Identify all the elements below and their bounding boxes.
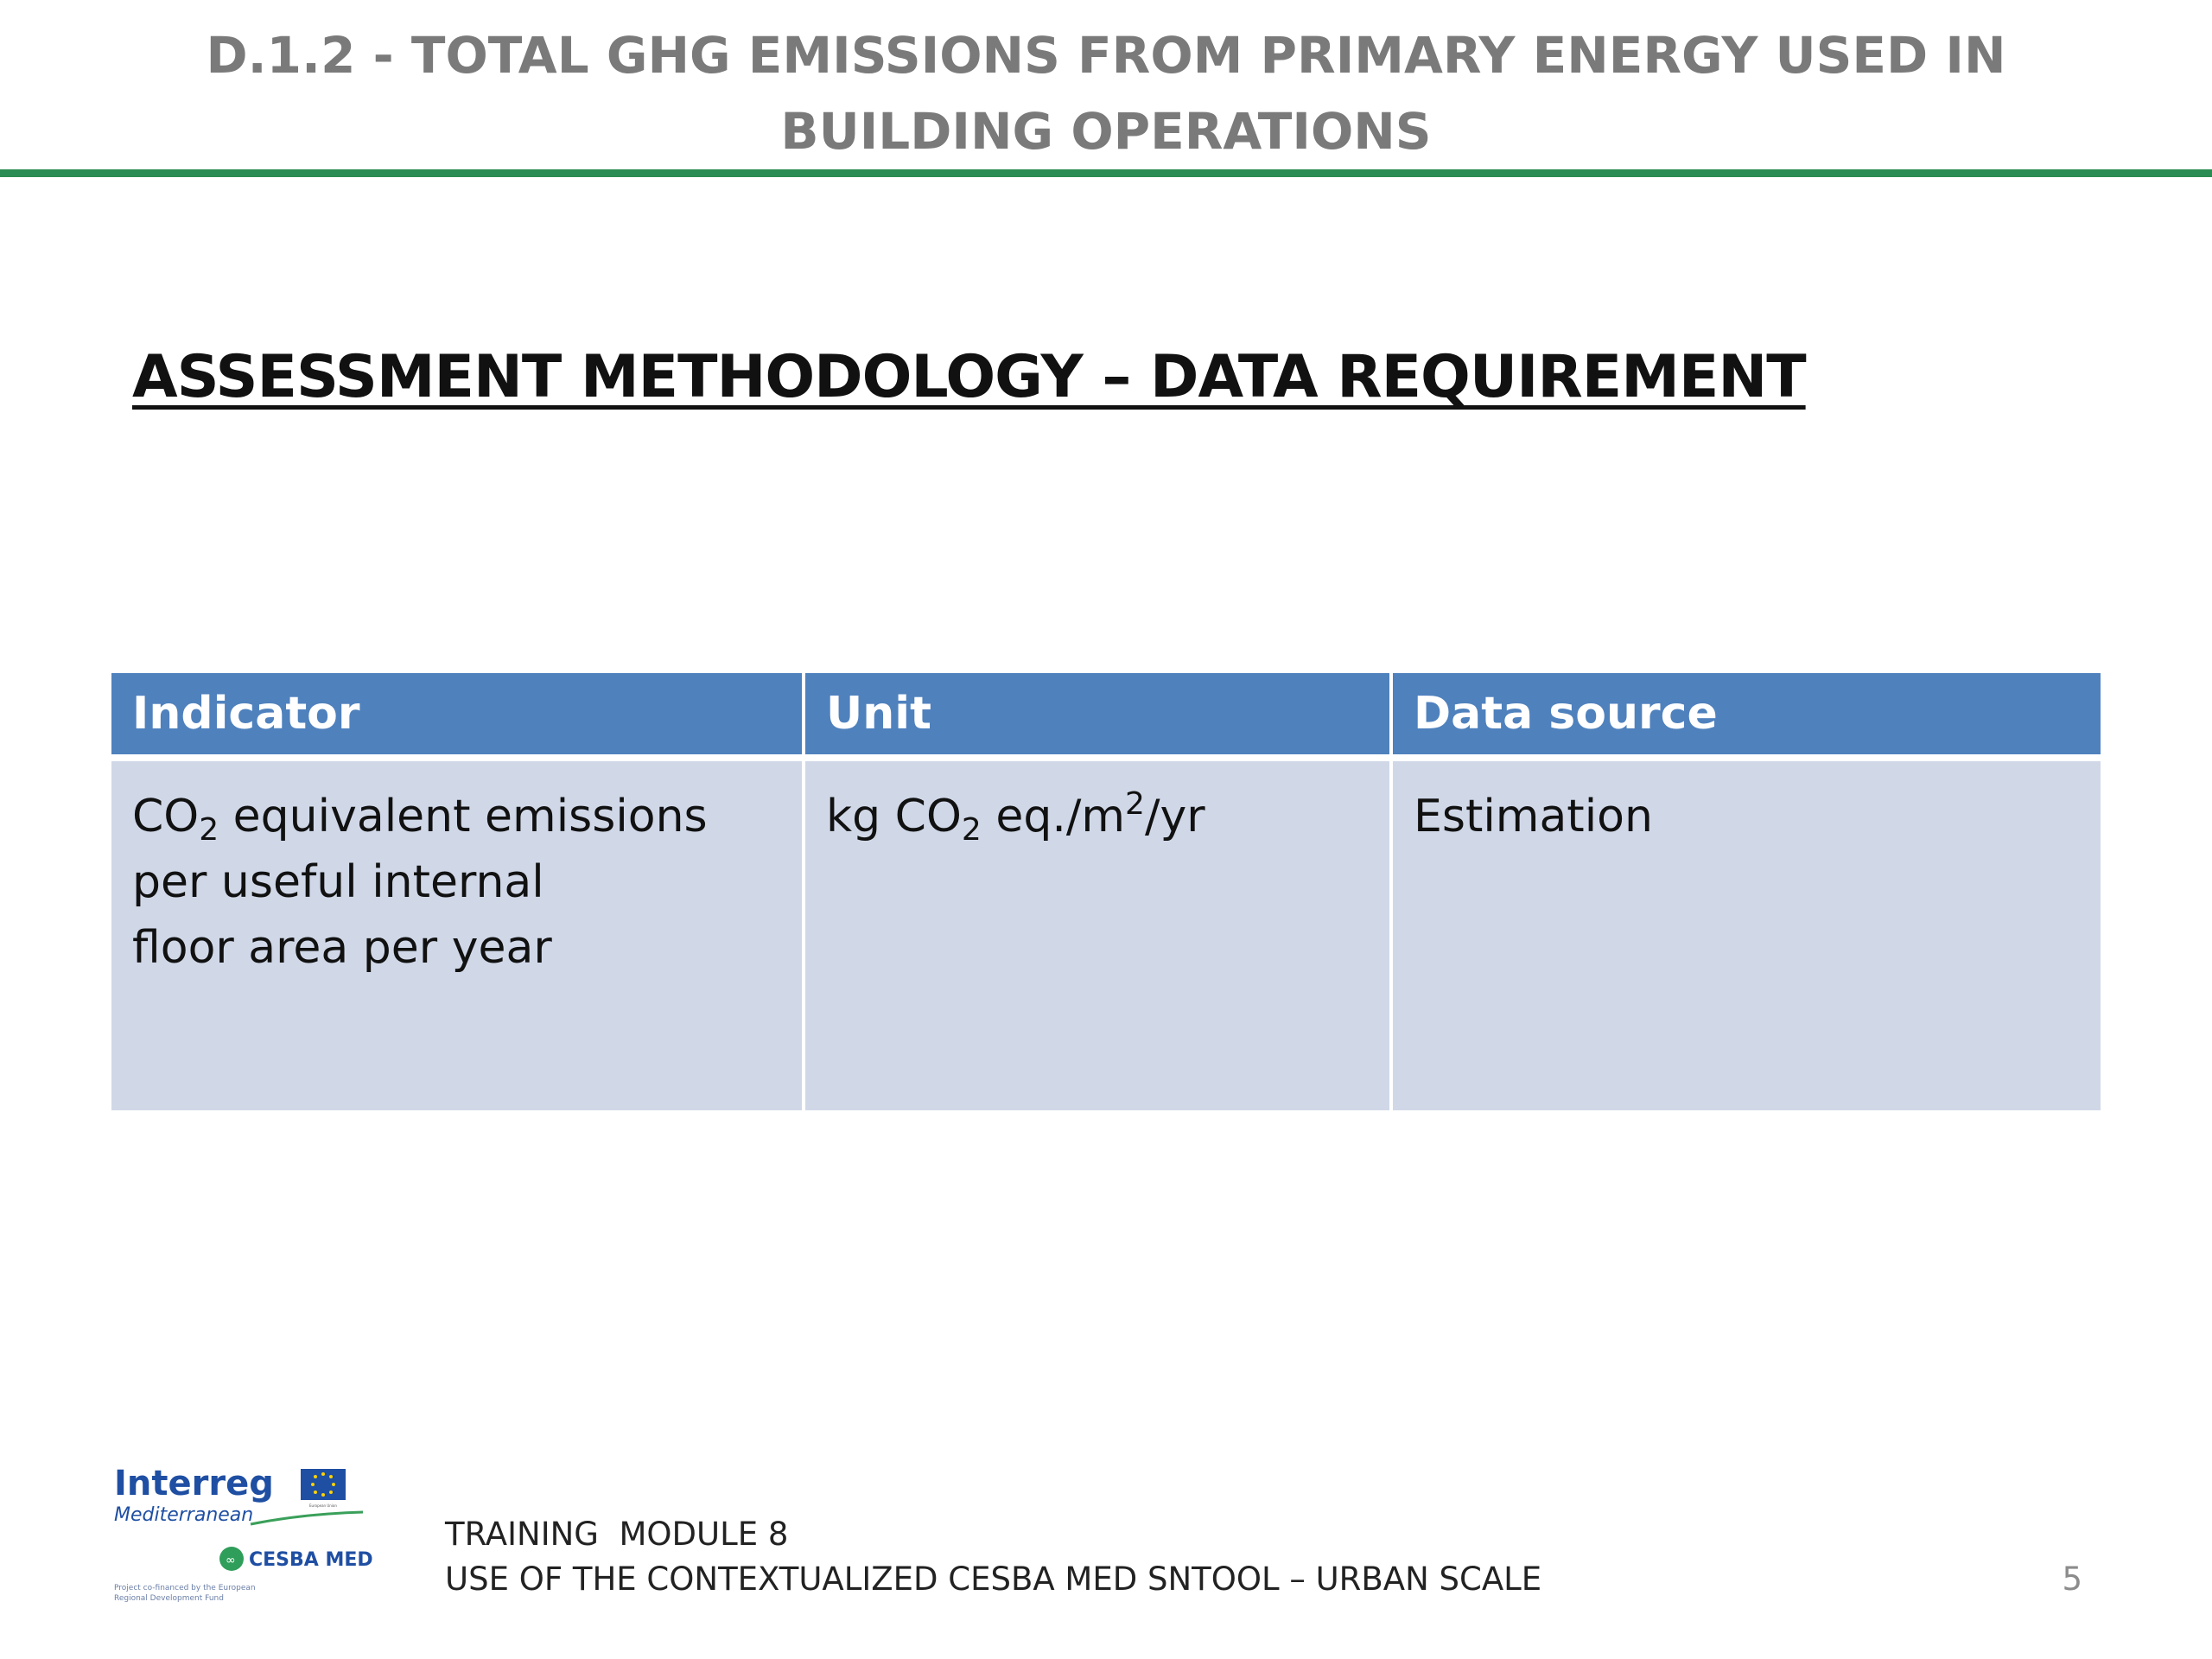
unit-suffix: /yr [1144,791,1205,842]
header-indicator: Indicator [111,673,804,758]
slide-title: D.1.2 - TOTAL GHG EMISSIONS FROM PRIMARY ENERGY USED IN BUILDING OPERATIONS [206,26,2006,161]
indicator-co-text: CO [132,791,200,842]
table-header-row [111,673,2101,758]
footer-line-2: USE OF THE CONTEXTUALIZED CESBA MED SNTOOL – URBAN SCALE [445,1560,1542,1598]
indicator-subscript: 2 [199,812,219,848]
interreg-cesba-med-logo [112,1462,389,1613]
unit-prefix: kg CO [826,791,962,842]
header-data-source: Data source [1391,673,2101,758]
logo-interreg-text: Interreg [114,1464,274,1503]
cell-indicator [111,758,804,1110]
data-requirement-table [111,673,2101,1110]
indicator-line1-text: equivalent emissions [219,791,708,842]
svg-text:∞: ∞ [226,1554,236,1567]
footer-line-1: TRAINING MODULE 8 [445,1516,789,1553]
unit-mid: eq./m [981,791,1126,842]
cell-data-source: Estimation [1391,758,2101,1110]
page-number: 5 [2062,1560,2082,1598]
logo-mediterranean-text: Mediterranean [114,1504,254,1526]
logo-funding-note-2: Regional Development Fund [114,1594,224,1603]
logo-swoosh [251,1512,363,1524]
logo-funding-note-1: Project co-financed by the European [114,1584,256,1592]
indicator-line3-text: floor area per year [132,922,552,974]
section-heading: ASSESSMENT METHODOLOGY – DATA REQUIREMENT [132,343,1806,411]
logo-eu-caption: European Union [309,1503,337,1508]
table-row [111,758,2101,1110]
unit-subscript: 2 [961,812,982,848]
unit-superscript: 2 [1125,786,1145,822]
logo-cesba-med-text: CESBA MED [249,1549,373,1571]
cell-unit [804,758,1391,1110]
header-unit: Unit [804,673,1391,758]
indicator-line2-text: per useful internal [132,856,544,908]
title-divider [0,169,2212,177]
footer-text [445,1512,1541,1602]
